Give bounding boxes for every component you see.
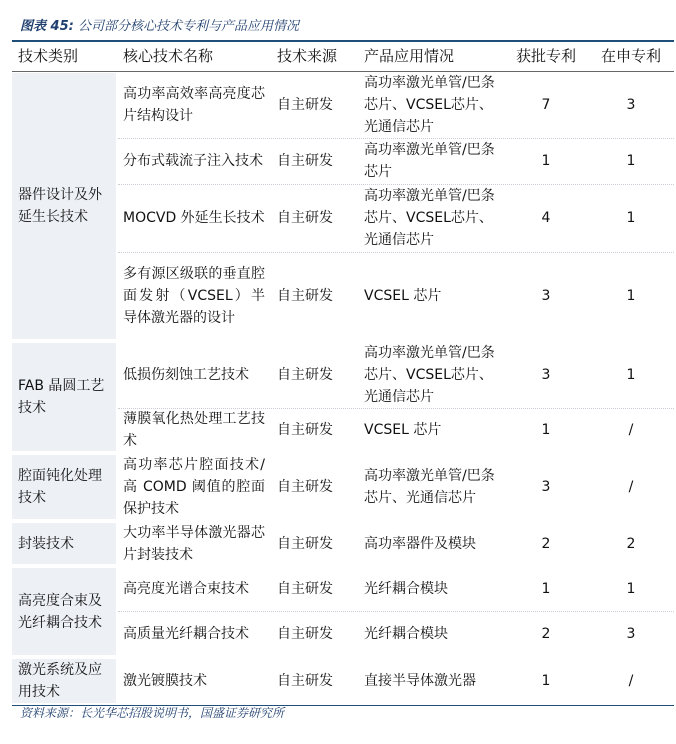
pending-count-cell: 1 (626, 153, 636, 169)
application-cell: 高功率激光单管/巴条芯片、VCSEL芯片、光通信芯片 (364, 75, 495, 135)
pending-count-cell: / (628, 673, 634, 689)
tech-source-cell: 自主研发 (277, 288, 333, 304)
tech-name-cell: 多有源区级联的垂直腔面发射（VCSEL）半导体激光器的设计 (123, 266, 265, 326)
tech-name-cell: 高功率高效率高亮度芯片结构设计 (123, 86, 265, 124)
application-cell: 高功率器件及模块 (364, 535, 476, 552)
tech-source-cell: 自主研发 (277, 97, 333, 113)
application-cell: 光纤耦合模块 (364, 581, 448, 597)
pending-count-cell: / (628, 479, 634, 495)
granted-count-cell: 3 (541, 288, 551, 304)
application-cell: VCSEL 芯片 (364, 288, 442, 304)
pending-count-cell: 1 (626, 367, 636, 383)
tech-name-cell: 激光镀膜技术 (123, 673, 207, 689)
application-cell: VCSEL 芯片 (364, 422, 442, 438)
figure-caption (20, 15, 299, 34)
tech-source-cell: 自主研发 (277, 535, 333, 552)
granted-count-cell: 2 (541, 625, 551, 642)
tech-name-cell: 分布式载流子注入技术 (123, 153, 263, 169)
header-tech-source: 技术来源 (277, 47, 338, 65)
tech-name-cell: 高质量光纤耦合技术 (123, 625, 249, 642)
pending-count-cell: 3 (626, 97, 636, 113)
application-cell: 高功率激光单管/巴条芯片、VCSEL芯片、光通信芯片 (364, 188, 495, 248)
pending-count-cell: 2 (626, 535, 636, 552)
tech-source-cell: 自主研发 (277, 479, 333, 495)
tech-name-cell: 高功率芯片腔面技术/高 COMD 阈值的腔面保护技术 (123, 457, 265, 517)
application-cell: 高功率激光单管/巴条芯片 (364, 142, 495, 180)
header-granted-patents: 获批专利 (515, 47, 576, 65)
tech-name-cell: MOCVD 外延生长技术 (123, 210, 265, 226)
granted-count-cell: 1 (541, 422, 551, 438)
pending-count-cell: 3 (626, 625, 636, 642)
category-cell: FAB 晶圆工艺技术 (18, 378, 105, 416)
source-note: 资料来源：长光华芯招股说明书，国盛证券研究所 (20, 706, 285, 720)
tech-name-cell: 高亮度光谱合束技术 (123, 581, 249, 597)
pending-count-cell: / (628, 422, 634, 438)
application-cell: 高功率激光单管/巴条芯片、VCSEL芯片、光通信芯片 (364, 345, 495, 405)
pending-count-cell: 1 (626, 288, 636, 304)
granted-count-cell: 2 (541, 535, 551, 552)
category-cell: 腔面钝化处理技术 (18, 468, 102, 506)
caption-title: 公司部分核心技术专利与产品应用情况 (77, 19, 299, 34)
category-cell: 器件设计及外延生长技术 (18, 187, 102, 225)
header-category: 技术类别 (18, 47, 79, 65)
header-pending-patents: 在申专利 (600, 47, 661, 65)
pending-count-cell: 1 (626, 581, 636, 597)
granted-count-cell: 1 (541, 153, 551, 169)
application-cell: 高功率激光单管/巴条芯片、光通信芯片 (364, 468, 495, 506)
tech-name-cell: 大功率半导体激光器芯片封装技术 (123, 524, 265, 563)
category-cell: 封装技术 (18, 535, 74, 552)
tech-source-cell: 自主研发 (277, 210, 333, 226)
application-cell: 直接半导体激光器 (364, 673, 476, 689)
granted-count-cell: 3 (541, 479, 551, 495)
tech-source-cell: 自主研发 (277, 153, 333, 169)
caption-label: 图表 45: (20, 19, 74, 34)
tech-source-cell: 自主研发 (277, 367, 333, 383)
tech-source-cell: 自主研发 (277, 673, 333, 689)
tech-source-cell: 自主研发 (277, 422, 333, 438)
header-application: 产品应用情况 (364, 47, 455, 65)
tech-source-cell: 自主研发 (277, 581, 333, 597)
tech-name-cell: 低损伤刻蚀工艺技术 (123, 367, 249, 383)
granted-count-cell: 1 (541, 673, 551, 689)
application-cell: 光纤耦合模块 (364, 625, 448, 642)
tech-source-cell: 自主研发 (277, 625, 333, 642)
granted-count-cell: 7 (541, 97, 551, 113)
table-header-rule (12, 71, 674, 72)
category-cell: 高亮度合束及光纤耦合技术 (18, 592, 102, 631)
header-tech-name: 核心技术名称 (123, 47, 214, 65)
granted-count-cell: 4 (541, 210, 551, 226)
tech-name-cell: 薄膜氧化热处理工艺技术 (123, 411, 265, 449)
category-cell: 激光系统及应用技术 (18, 662, 102, 700)
pending-count-cell: 1 (626, 210, 636, 226)
granted-count-cell: 1 (541, 581, 551, 597)
granted-count-cell: 3 (541, 367, 551, 383)
